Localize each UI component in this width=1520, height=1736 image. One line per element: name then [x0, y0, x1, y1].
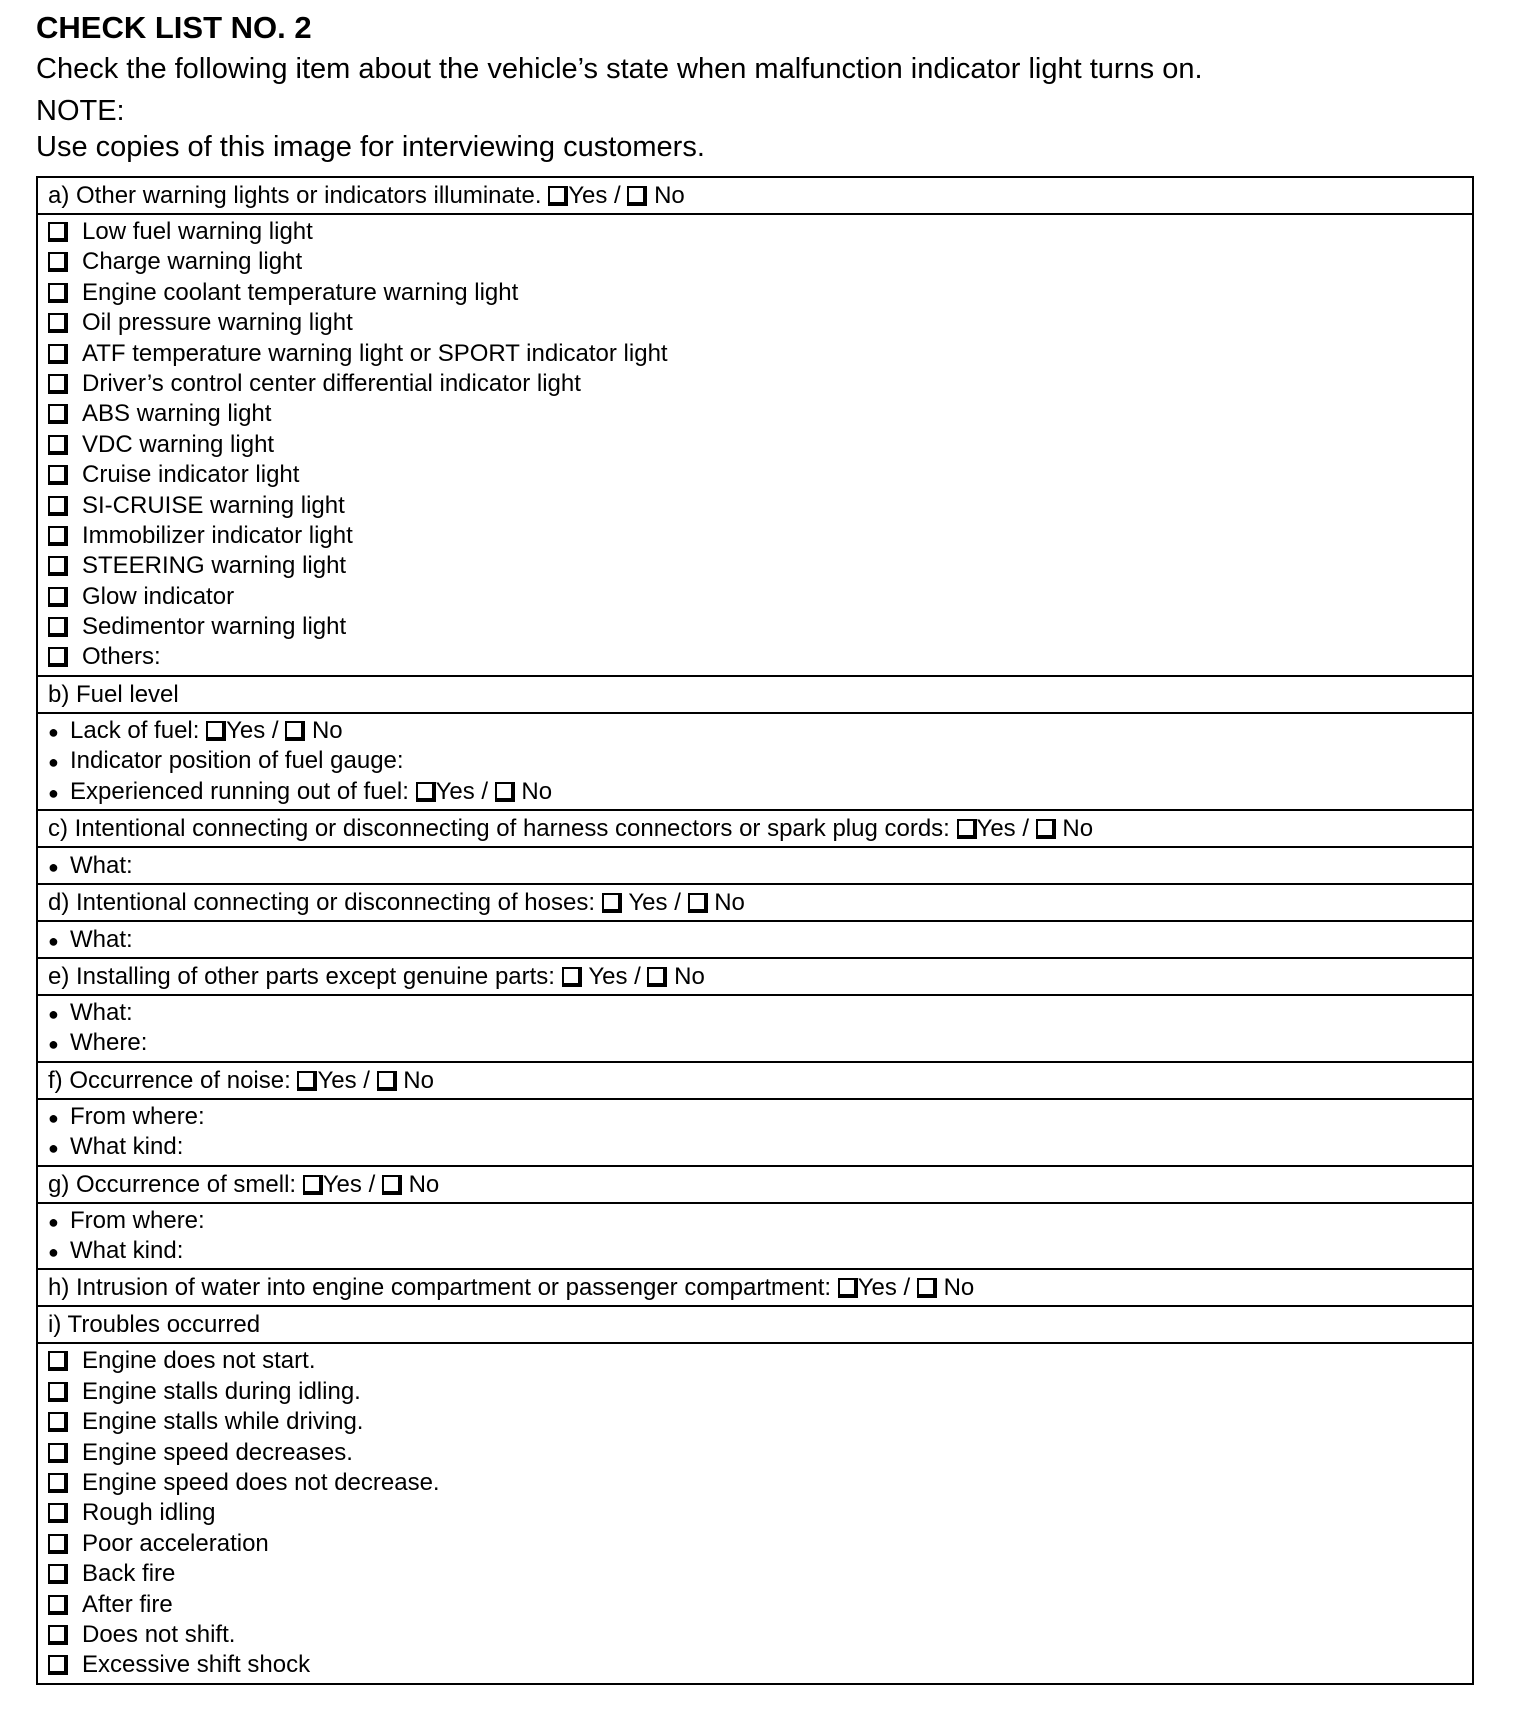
yes-checkbox[interactable]: [303, 1175, 323, 1195]
item-checkbox[interactable]: [48, 1625, 68, 1645]
item-label: Rough idling: [82, 1499, 216, 1527]
item-checkbox[interactable]: [48, 647, 68, 667]
section-header-text: f) Occurrence of noise:: [48, 1066, 291, 1094]
no-label: No: [654, 182, 685, 209]
no-label: No: [1062, 815, 1094, 843]
section-c-details: [38, 848, 1472, 885]
section-a-header: [38, 178, 1472, 215]
item-checkbox[interactable]: [48, 617, 68, 637]
item-label: Engine does not start.: [82, 1347, 316, 1375]
no-checkbox[interactable]: [917, 1278, 937, 1298]
bullet-icon: ●: [48, 752, 59, 773]
list-item: [48, 1236, 1462, 1266]
item-label: VDC warning light: [82, 430, 275, 458]
section-header-text: g) Occurrence of smell:: [48, 1170, 297, 1198]
item-label: What kind:: [70, 1236, 184, 1264]
bullet-icon: ●: [48, 1138, 59, 1159]
list-item: [48, 1620, 1462, 1650]
item-checkbox[interactable]: [48, 526, 68, 546]
bullet-icon: ●: [48, 721, 59, 742]
item-checkbox[interactable]: [48, 404, 68, 424]
section-header-text: e) Installing of other parts except genuine parts:: [48, 963, 555, 991]
item-checkbox[interactable]: [48, 252, 68, 272]
item-label: Driver’s control center differential indicator light: [82, 369, 581, 397]
list-item: [48, 998, 1462, 1028]
item-checkbox[interactable]: [48, 313, 68, 333]
item-label: Lack of fuel:: [70, 716, 200, 744]
no-checkbox[interactable]: [688, 893, 708, 913]
list-item: [48, 1438, 1462, 1468]
item-label: Indicator position of fuel gauge:: [70, 747, 404, 775]
item-checkbox[interactable]: [48, 1473, 68, 1493]
item-label: Where:: [70, 1029, 148, 1057]
section-d-details: [38, 922, 1472, 959]
no-checkbox[interactable]: [1036, 819, 1056, 839]
item-label: Engine coolant temperature warning light: [82, 278, 519, 306]
list-item: [48, 612, 1462, 642]
yes-label: Yes /: [857, 1274, 911, 1302]
item-label: STEERING warning light: [82, 552, 347, 580]
no-label: No: [521, 777, 553, 805]
bullet-icon: ●: [48, 1034, 59, 1055]
list-item: [48, 247, 1462, 277]
section-header-text: h) Intrusion of water into engine compartment or passenger compartment:: [48, 1274, 832, 1302]
bullet-icon: ●: [48, 931, 59, 952]
yes-label: Yes /: [226, 716, 279, 744]
bullet-icon: ●: [48, 1107, 59, 1128]
yes-label: Yes /: [588, 963, 641, 991]
no-label: No: [408, 1170, 440, 1198]
section-i-header: [38, 1307, 1472, 1344]
yes-no-choice: [548, 182, 685, 209]
item-checkbox[interactable]: [48, 465, 68, 485]
list-item: [48, 642, 1462, 672]
list-item: [48, 1102, 1462, 1132]
yes-checkbox[interactable]: [548, 186, 568, 206]
yes-checkbox[interactable]: [297, 1071, 317, 1091]
item-label: What:: [70, 999, 133, 1027]
list-item: [48, 1529, 1462, 1559]
item-label: Engine stalls while driving.: [82, 1408, 364, 1436]
yes-checkbox[interactable]: [602, 893, 622, 913]
list-item: [48, 777, 1462, 807]
list-item: [48, 1028, 1462, 1058]
list-item: [48, 1346, 1462, 1376]
yes-label: Yes /: [976, 815, 1030, 843]
yes-label: Yes /: [628, 889, 681, 917]
bullet-icon: ●: [48, 782, 59, 803]
list-item: [48, 1650, 1462, 1680]
yes-checkbox[interactable]: [838, 1278, 858, 1298]
item-checkbox[interactable]: [48, 222, 68, 242]
item-checkbox[interactable]: [48, 1382, 68, 1402]
item-checkbox[interactable]: [48, 496, 68, 516]
item-label: Immobilizer indicator light: [82, 521, 353, 549]
no-checkbox[interactable]: [382, 1175, 402, 1195]
section-c-header: [38, 811, 1472, 848]
yes-checkbox[interactable]: [562, 967, 582, 987]
item-label: Sedimentor warning light: [82, 613, 347, 641]
item-label: Engine speed does not decrease.: [82, 1468, 440, 1496]
item-label: Others:: [82, 643, 161, 671]
yes-checkbox[interactable]: [206, 721, 226, 741]
item-label: Excessive shift shock: [82, 1651, 311, 1679]
yes-checkbox[interactable]: [416, 782, 436, 802]
item-checkbox[interactable]: [48, 1595, 68, 1615]
item-checkbox[interactable]: [48, 1351, 68, 1371]
list-item: [48, 1498, 1462, 1528]
item-checkbox[interactable]: [48, 1534, 68, 1554]
list-item: [48, 308, 1462, 338]
intro-text: Check the following item about the vehicle’s state when malfunction indicator light turns on.: [36, 53, 1203, 85]
section-header-text: a) Other warning lights or indicators illuminate.: [48, 182, 542, 209]
item-label: What kind:: [70, 1133, 184, 1161]
item-label: Engine speed decreases.: [82, 1438, 353, 1466]
no-label: No: [714, 889, 745, 917]
section-header-text: b) Fuel level: [48, 680, 179, 708]
item-checkbox[interactable]: [48, 1412, 68, 1432]
no-checkbox[interactable]: [627, 186, 647, 206]
item-label: Cruise indicator light: [82, 461, 300, 489]
item-label: Charge warning light: [82, 248, 303, 276]
no-label: No: [403, 1066, 434, 1094]
item-label: After fire: [82, 1590, 173, 1618]
item-label: Oil pressure warning light: [82, 309, 353, 337]
yes-label: Yes /: [568, 182, 621, 209]
section-g-details: [38, 1204, 1472, 1271]
list-item: [48, 217, 1462, 247]
section-f-header: [38, 1063, 1472, 1100]
yes-label: Yes /: [317, 1066, 370, 1094]
no-checkbox[interactable]: [495, 782, 515, 802]
item-label: Experienced running out of fuel:: [70, 777, 409, 805]
no-label: No: [943, 1274, 975, 1302]
section-header-text: c) Intentional connecting or disconnecting of harness connectors or spark plug cords:: [48, 815, 950, 843]
no-checkbox[interactable]: [647, 967, 667, 987]
list-item: [48, 1559, 1462, 1589]
item-label: From where:: [70, 1102, 205, 1130]
list-item: [48, 1407, 1462, 1437]
item-checkbox[interactable]: [48, 283, 68, 303]
list-item: [48, 369, 1462, 399]
list-item: [48, 1132, 1462, 1162]
item-checkbox[interactable]: [48, 1503, 68, 1523]
item-checkbox[interactable]: [48, 344, 68, 364]
item-label: ATF temperature warning light or SPORT indicator light: [82, 339, 668, 367]
section-f-details: [38, 1100, 1472, 1167]
item-label: What:: [70, 852, 133, 880]
yes-label: Yes /: [435, 777, 489, 805]
section-a-items: [38, 215, 1472, 677]
item-label: Back fire: [82, 1560, 176, 1588]
list-item: [48, 1468, 1462, 1498]
list-item: [48, 551, 1462, 581]
item-label: From where:: [70, 1206, 205, 1234]
item-checkbox[interactable]: [48, 435, 68, 455]
item-label: Low fuel warning light: [82, 218, 313, 245]
yes-checkbox[interactable]: [957, 819, 977, 839]
item-label: Does not shift.: [82, 1620, 236, 1648]
item-label: SI-CRUISE warning light: [82, 491, 345, 519]
item-checkbox[interactable]: [48, 1564, 68, 1584]
list-item: [48, 430, 1462, 460]
list-item: [48, 1590, 1462, 1620]
yes-label: Yes /: [322, 1170, 376, 1198]
list-item: [48, 1377, 1462, 1407]
bullet-icon: ●: [48, 1211, 59, 1232]
item-label: Glow indicator: [82, 582, 235, 610]
list-item: [48, 521, 1462, 551]
section-e-details: [38, 996, 1472, 1063]
section-b-items: [38, 714, 1472, 811]
list-item: [48, 399, 1462, 429]
list-item: [48, 582, 1462, 612]
bullet-icon: ●: [48, 1004, 59, 1025]
bullet-icon: ●: [48, 1241, 59, 1262]
item-label: What:: [70, 926, 133, 954]
no-checkbox[interactable]: [285, 721, 305, 741]
list-item: [48, 746, 1462, 776]
list-item: [48, 278, 1462, 308]
item-checkbox[interactable]: [48, 1443, 68, 1463]
list-item: [48, 716, 1462, 746]
note-text: Use copies of this image for interviewing customers.: [36, 131, 705, 163]
section-d-header: [38, 885, 1472, 922]
section-h-header: [38, 1270, 1472, 1307]
no-checkbox[interactable]: [377, 1071, 397, 1091]
item-checkbox[interactable]: [48, 374, 68, 394]
no-label: No: [674, 963, 705, 991]
list-item: [48, 339, 1462, 369]
checklist-page: [36, 8, 1476, 1685]
list-item: [48, 491, 1462, 521]
section-header-text: d) Intentional connecting or disconnecting of hoses:: [48, 889, 596, 917]
item-label: Engine stalls during idling.: [82, 1377, 361, 1405]
bullet-icon: ●: [48, 857, 59, 878]
item-label: ABS warning light: [82, 400, 272, 428]
item-checkbox[interactable]: [48, 556, 68, 576]
item-checkbox[interactable]: [48, 587, 68, 607]
section-e-header: [38, 959, 1472, 996]
checklist-table: [36, 176, 1474, 1685]
list-item: [48, 460, 1462, 490]
section-g-header: [38, 1167, 1472, 1204]
page-title: CHECK LIST NO. 2: [36, 10, 312, 45]
list-item: [48, 1206, 1462, 1236]
section-b-header: [38, 677, 1472, 714]
no-label: No: [311, 716, 343, 744]
section-header-text: i) Troubles occurred: [48, 1311, 261, 1339]
note-label: NOTE:: [36, 95, 125, 127]
section-i-items: [38, 1344, 1472, 1682]
item-label: Poor acceleration: [82, 1529, 269, 1557]
item-checkbox[interactable]: [48, 1655, 68, 1675]
